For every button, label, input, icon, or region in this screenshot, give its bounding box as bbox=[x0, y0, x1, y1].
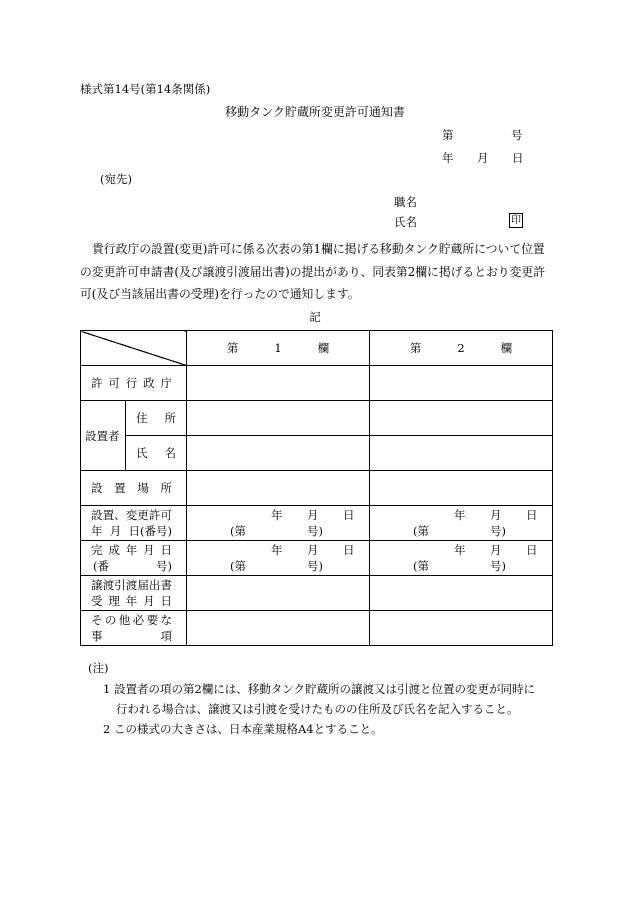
table-row bbox=[81, 436, 553, 471]
body-text: 貴行政庁の設置(変更)許可に係る次表の第1欄に掲げる移動タンク貯蔵所について位置の変更許可申請書(及び譲渡引渡届出書)の提出があり、同表第2欄に掲げるとおり変更許可(及び当該届出書の受理)を行ったので通知します。 bbox=[80, 242, 545, 301]
column-1-header: 第 1 欄 bbox=[187, 331, 370, 366]
note-2: 2 この様式の大きさは、日本産業規格A4とすること。 bbox=[103, 722, 383, 736]
position-label: 職名 bbox=[394, 195, 417, 209]
column-2-header: 第 2 欄 bbox=[370, 331, 553, 366]
row-label-other-matters: そ の 他 必 要 な 事 項 bbox=[81, 611, 187, 646]
installer-address-col1[interactable] bbox=[187, 401, 370, 436]
row-label-person-name: 氏 名 bbox=[126, 436, 187, 471]
note-1-line-1: 1 設置者の項の第2欄には、移動タンク貯蔵所の譲渡又は引渡と位置の変更が同時に bbox=[103, 682, 536, 696]
diagonal-header-cell bbox=[81, 331, 187, 366]
other-matters-col1[interactable] bbox=[187, 611, 370, 646]
table-row bbox=[81, 576, 553, 611]
change-permit-table bbox=[80, 330, 553, 646]
table-row bbox=[81, 401, 553, 436]
date-year: 年 bbox=[442, 151, 454, 165]
row-label-permit-authority: 許 可 行 政 庁 bbox=[81, 366, 187, 401]
row-label-installation-place: 設 置 場 所 bbox=[81, 471, 187, 506]
number-suffix: 号 bbox=[511, 128, 523, 142]
date-day: 日 bbox=[512, 151, 524, 165]
row-label-address: 住 所 bbox=[126, 401, 187, 436]
document-title: 移動タンク貯蔵所変更許可通知書 bbox=[225, 105, 405, 119]
permit-date-col1[interactable]: 年 月 日 (第 号) bbox=[187, 506, 370, 541]
permit-authority-col2[interactable] bbox=[370, 366, 553, 401]
installer-name-col2[interactable] bbox=[370, 436, 553, 471]
installation-place-col1[interactable] bbox=[187, 471, 370, 506]
table-row bbox=[81, 506, 553, 541]
note-1-line-2: 行われる場合は、譲渡又は引渡を受けたものの住所及び氏名を記入すること。 bbox=[116, 702, 519, 716]
addressee: (宛先) bbox=[100, 172, 132, 186]
table-row bbox=[81, 471, 553, 506]
transfer-receipt-col1[interactable] bbox=[187, 576, 370, 611]
notes-heading: (注) bbox=[88, 661, 109, 675]
installer-address-col2[interactable] bbox=[370, 401, 553, 436]
seal-mark: 印 bbox=[511, 215, 521, 226]
row-label-installer: 設置者 bbox=[81, 401, 126, 471]
date-month: 月 bbox=[477, 151, 489, 165]
form-code: 様式第14号(第14条関係) bbox=[80, 82, 211, 96]
permit-date-col2[interactable]: 年 月 日 (第 号) bbox=[370, 506, 553, 541]
installer-name-col1[interactable] bbox=[187, 436, 370, 471]
ki-heading: 記 bbox=[309, 310, 321, 324]
completion-date-col1[interactable]: 年 月 日 (第 号) bbox=[187, 541, 370, 576]
installation-place-col2[interactable] bbox=[370, 471, 553, 506]
permit-authority-col1[interactable] bbox=[187, 366, 370, 401]
other-matters-col2[interactable] bbox=[370, 611, 553, 646]
table-header-row bbox=[81, 331, 553, 366]
row-label-transfer-receipt-date: 譲 渡 引 渡 届 出 書 受 理 年 月 日 bbox=[81, 576, 187, 611]
transfer-receipt-col2[interactable] bbox=[370, 576, 553, 611]
number-label: 第 bbox=[442, 128, 454, 142]
row-label-permit-date: 設 置、 変 更 許 可 年 月 日(番号) bbox=[81, 506, 187, 541]
completion-date-col2[interactable]: 年 月 日 (第 号) bbox=[370, 541, 553, 576]
table-row bbox=[81, 541, 553, 576]
name-label: 氏名 bbox=[394, 215, 417, 229]
table-row bbox=[81, 366, 553, 401]
table-row bbox=[81, 611, 553, 646]
row-label-completion-date: 完 成 年 月 日 (番 号) bbox=[81, 541, 187, 576]
